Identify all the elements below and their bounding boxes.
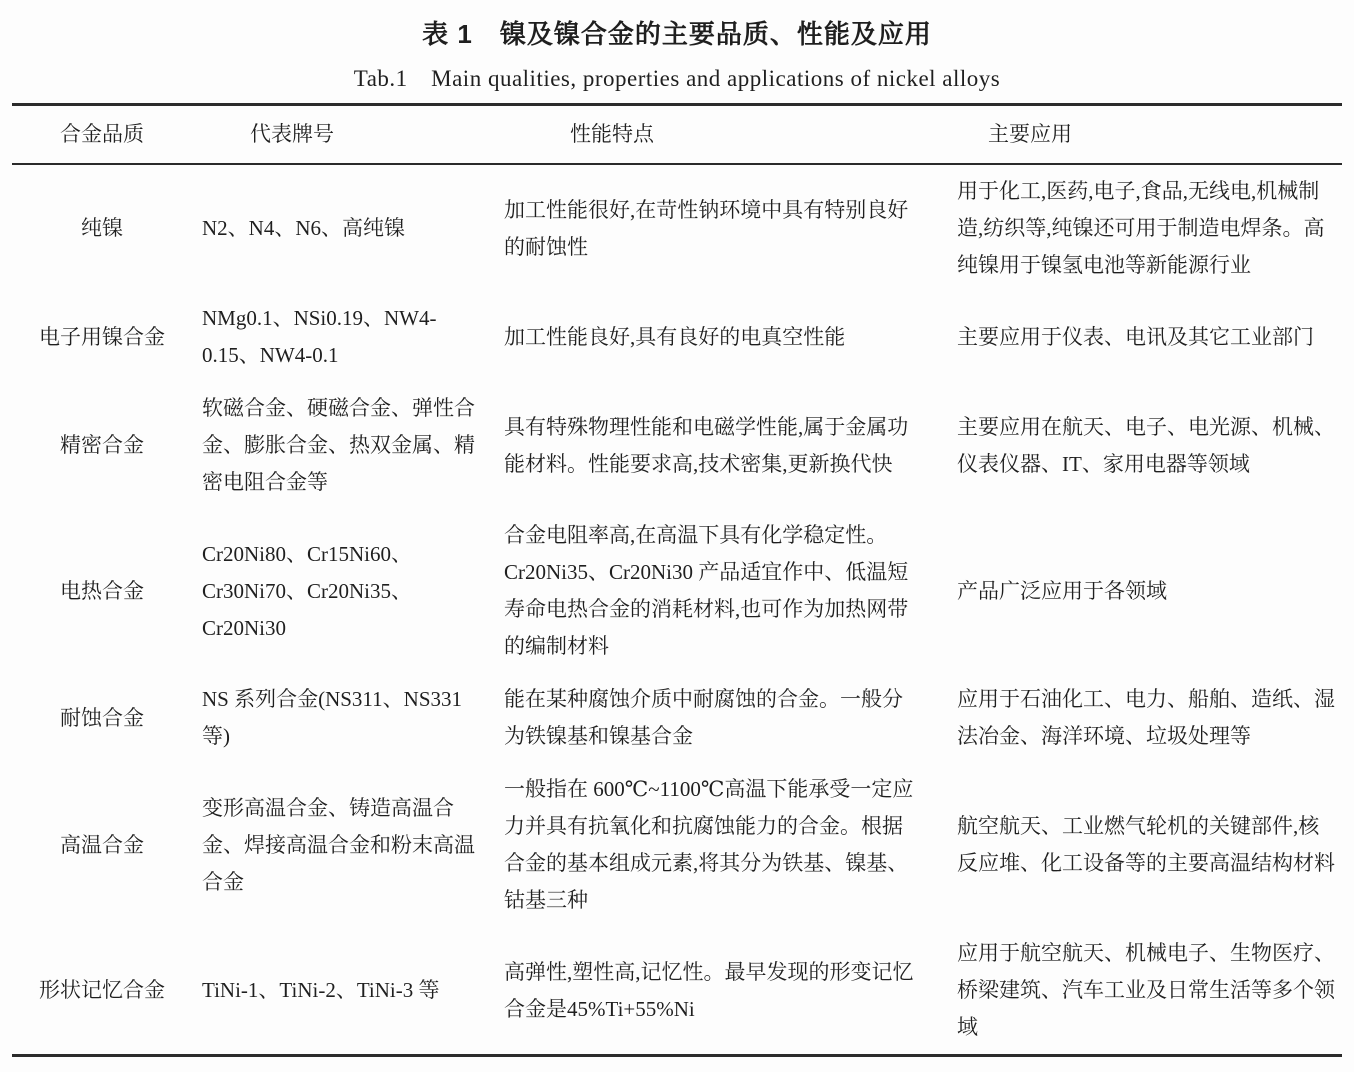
cell-grades: N2、N4、N6、高纯镍: [202, 216, 405, 240]
header-representative-grades: 代表牌号: [250, 122, 334, 146]
table-row-pure-nickel: [12, 164, 1342, 292]
cell-grades: 软磁合金、硬磁合金、弹性合金、膨胀合金、热双金属、精密电阻合金等: [202, 396, 475, 494]
cell-grades: TiNi-1、TiNi-2、TiNi-3 等: [202, 978, 440, 1002]
table-row-corrosion-resistant-alloy: [12, 673, 1342, 763]
cell-applications: 航空航天、工业燃气轮机的关键部件,核反应堆、化工设备等的主要高温结构材料: [957, 814, 1335, 875]
table-row-electronic-nickel-alloy: [12, 292, 1342, 382]
cell-quality: 形状记忆合金: [39, 978, 165, 1002]
cell-quality: 高温合金: [60, 832, 144, 857]
cell-properties: 合金电阻率高,在高温下具有化学稳定性。Cr20Ni35、Cr20Ni30 产品适宜作中、低温短寿命电热合金的消耗材料,也可作为加热网带的编制材料: [504, 523, 909, 658]
cell-applications: 应用于石油化工、电力、船舶、造纸、湿法冶金、海洋环境、垃圾处理等: [957, 687, 1335, 748]
header-alloy-quality: 合金品质: [60, 122, 144, 146]
cell-properties: 具有特殊物理性能和电磁学性能,属于金属功能材料。性能要求高,技术密集,更新换代快: [504, 414, 909, 476]
cell-applications: 应用于航空航天、机械电子、生物医疗、桥梁建筑、汽车工业及日常生活等多个领域: [957, 941, 1335, 1039]
header-row: [12, 105, 1342, 165]
header-main-applications: 主要应用: [988, 122, 1072, 146]
cell-applications: 主要应用在航天、电子、电光源、机械、仪表仪器、IT、家用电器等领域: [957, 414, 1335, 476]
cell-applications: 主要应用于仪表、电讯及其它工业部门: [957, 324, 1314, 349]
cell-grades: NS 系列合金(NS311、NS331 等): [202, 687, 462, 748]
cell-quality: 电子用镍合金: [39, 324, 165, 349]
table-row-shape-memory-alloy: [12, 927, 1342, 1056]
cell-applications: 用于化工,医药,电子,食品,无线电,机械制造,纺织等,纯镍还可用于制造电焊条。高纯镍用于镍氢电池等新能源行业: [957, 179, 1325, 277]
cell-quality: 纯镍: [81, 216, 123, 240]
nickel-alloys-table: [12, 103, 1342, 1057]
header-property-features: 性能特点: [570, 122, 654, 146]
cell-quality: 电热合金: [60, 578, 144, 603]
table-title-chinese: 表 1 镍及镍合金的主要品质、性能及应用: [422, 19, 932, 49]
cell-properties: 一般指在 600℃~1100℃高温下能承受一定应力并具有抗氧化和抗腐蚀能力的合金。根据合金的基本组成元素,将其分为铁基、镍基、钴基三种: [504, 777, 914, 912]
cell-quality: 精密合金: [60, 433, 144, 457]
table-row-superalloy: [12, 763, 1342, 927]
cell-properties: 加工性能很好,在苛性钠环境中具有特别良好的耐蚀性: [504, 197, 909, 259]
cell-properties: 加工性能良好,具有良好的电真空性能: [504, 324, 846, 349]
table-row-electrothermal-alloy: [12, 509, 1342, 673]
cell-grades: 变形高温合金、铸造高温合金、焊接高温合金和粉末高温合金: [202, 795, 475, 894]
cell-properties: 高弹性,塑性高,记忆性。最早发现的形变记忆合金是45%Ti+55%Ni: [504, 959, 914, 1021]
cell-properties: 能在某种腐蚀介质中耐腐蚀的合金。一般分为铁镍基和镍基合金: [504, 687, 903, 748]
cell-grades: NMg0.1、NSi0.19、NW4-0.15、NW4-0.1: [202, 306, 437, 367]
table-title-english: Tab.1 Main qualities, properties and applications of nickel alloys: [353, 66, 1001, 91]
table-row-precision-alloy: [12, 382, 1342, 509]
cell-grades: Cr20Ni80、Cr15Ni60、Cr30Ni70、Cr20Ni35、Cr20Ni30: [202, 541, 412, 640]
cell-quality: 耐蚀合金: [60, 705, 144, 730]
cell-applications: 产品广泛应用于各领域: [957, 578, 1167, 603]
